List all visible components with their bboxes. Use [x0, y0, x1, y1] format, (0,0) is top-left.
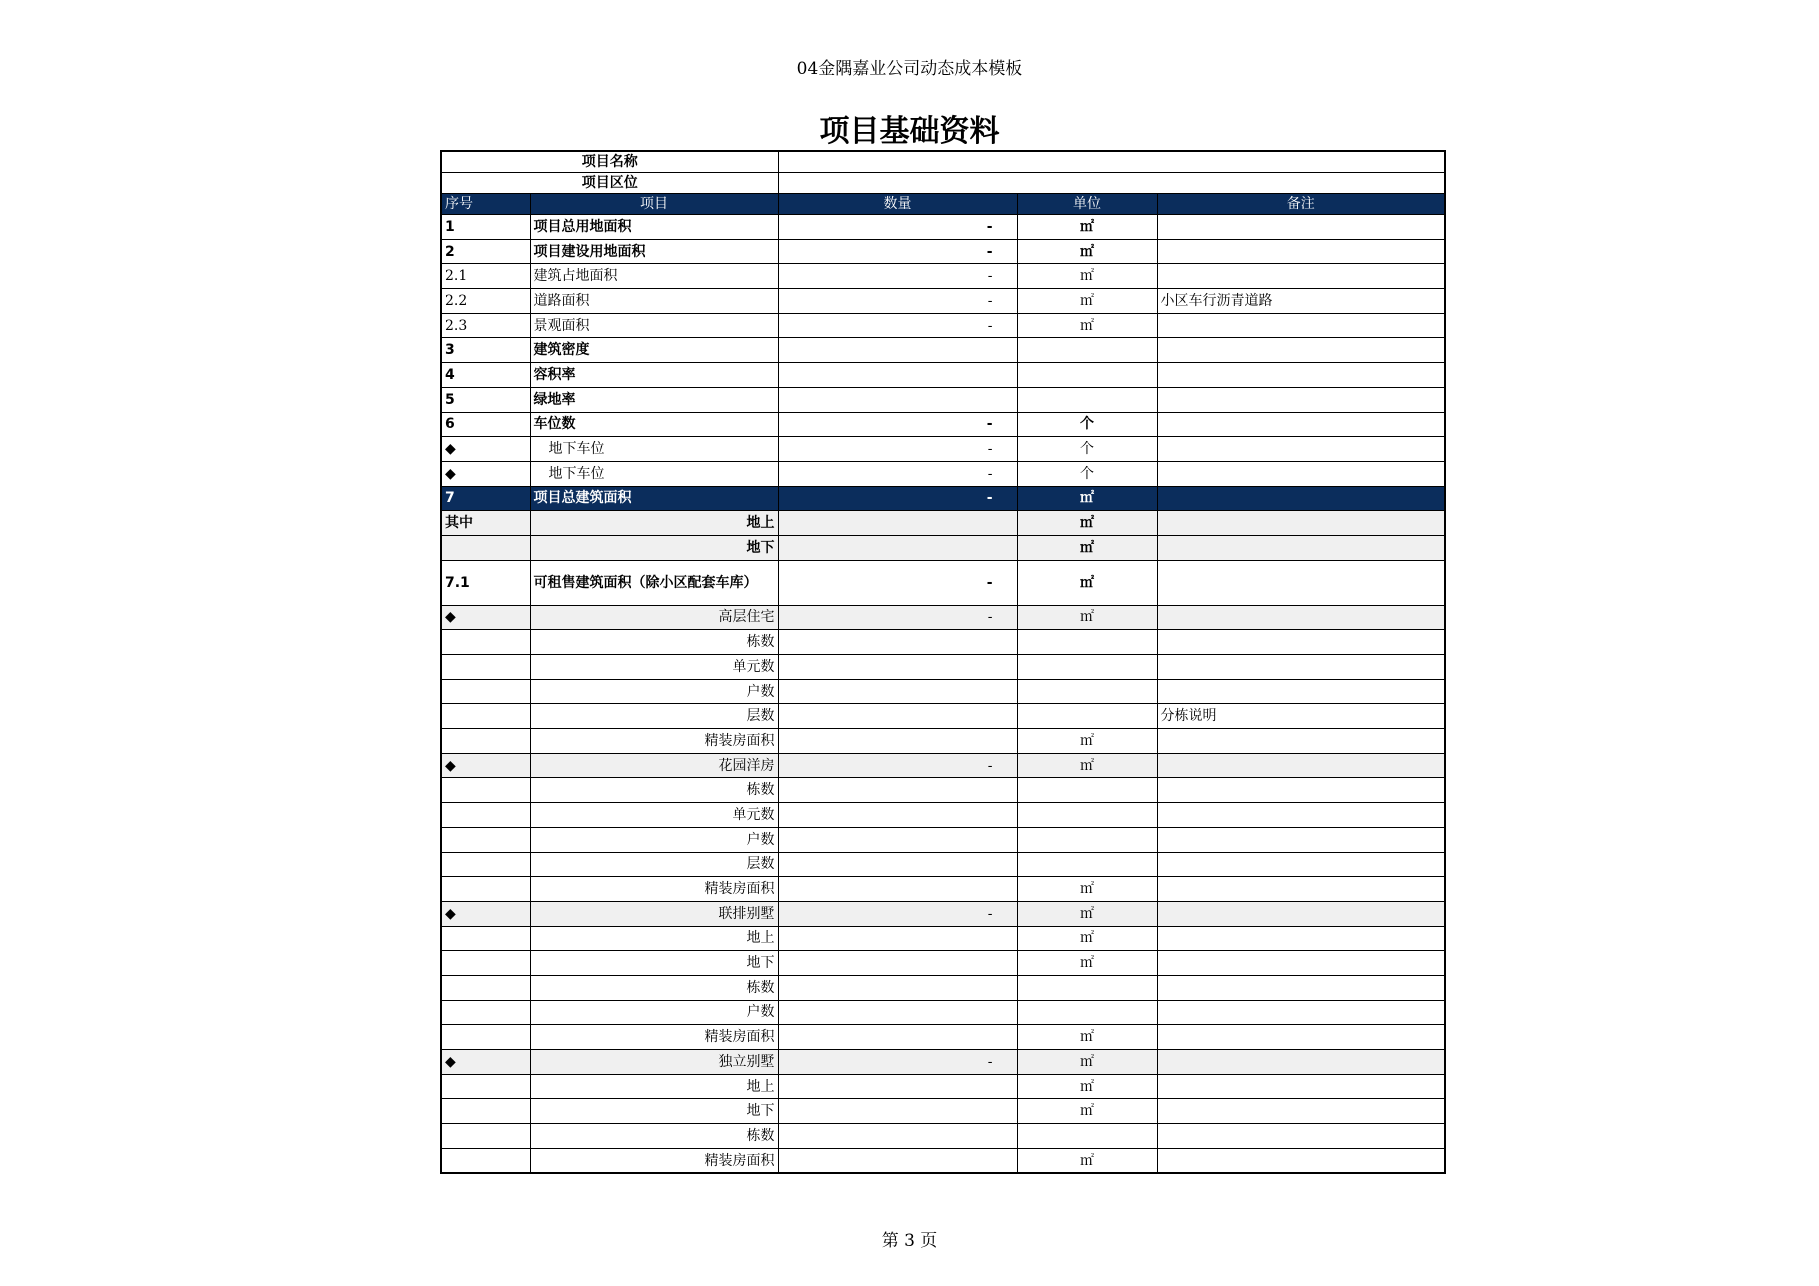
info-label: 项目名称	[441, 151, 778, 173]
cell-note[interactable]	[1157, 437, 1445, 462]
info-value[interactable]	[778, 173, 1445, 194]
table-row	[441, 486, 1445, 511]
table-row	[441, 852, 1445, 877]
cell-quantity[interactable]: -	[778, 215, 1017, 240]
cell-no[interactable]	[441, 1000, 530, 1025]
cell-unit[interactable]	[1017, 655, 1157, 680]
cell-unit[interactable]: ㎡	[1017, 1148, 1157, 1173]
table-row	[441, 951, 1445, 976]
cell-quantity[interactable]	[778, 511, 1017, 536]
cell-unit[interactable]: 个	[1017, 461, 1157, 486]
cell-unit[interactable]: 个	[1017, 437, 1157, 462]
cell-unit[interactable]: ㎡	[1017, 264, 1157, 289]
table-row	[441, 363, 1445, 388]
cell-note[interactable]	[1157, 951, 1445, 976]
cell-unit[interactable]: 个	[1017, 412, 1157, 437]
cell-note[interactable]	[1157, 1124, 1445, 1149]
cell-item[interactable]: 车位数	[530, 412, 778, 437]
cell-unit[interactable]	[1017, 803, 1157, 828]
cell-quantity[interactable]	[778, 655, 1017, 680]
cell-unit[interactable]: ㎡	[1017, 511, 1157, 536]
cell-quantity[interactable]	[778, 926, 1017, 951]
cell-no[interactable]: 7	[441, 486, 530, 511]
table-row	[441, 412, 1445, 437]
cell-no[interactable]: ◆	[441, 437, 530, 462]
cell-note[interactable]	[1157, 215, 1445, 240]
table-row	[441, 877, 1445, 902]
cell-item[interactable]: 单元数	[530, 655, 778, 680]
cell-quantity[interactable]	[778, 363, 1017, 388]
cell-item[interactable]: 可租售建筑面积（除小区配套车库）	[530, 560, 778, 605]
cell-no[interactable]	[441, 1025, 530, 1050]
cell-note[interactable]	[1157, 901, 1445, 926]
cell-no[interactable]	[441, 1124, 530, 1149]
cell-item[interactable]: 栋数	[530, 778, 778, 803]
cell-no[interactable]	[441, 877, 530, 902]
cell-unit[interactable]: ㎡	[1017, 926, 1157, 951]
cell-no[interactable]: ◆	[441, 901, 530, 926]
cell-unit[interactable]	[1017, 387, 1157, 412]
cell-note[interactable]	[1157, 486, 1445, 511]
cell-quantity[interactable]	[778, 1124, 1017, 1149]
cell-quantity[interactable]: -	[778, 560, 1017, 605]
cell-quantity[interactable]	[778, 679, 1017, 704]
cell-unit[interactable]: ㎡	[1017, 605, 1157, 630]
cell-unit[interactable]: ㎡	[1017, 877, 1157, 902]
cell-unit[interactable]: ㎡	[1017, 313, 1157, 338]
cell-no[interactable]: 7.1	[441, 560, 530, 605]
cell-unit[interactable]	[1017, 1124, 1157, 1149]
cell-item[interactable]: 景观面积	[530, 313, 778, 338]
cell-unit[interactable]	[1017, 852, 1157, 877]
table-row	[441, 753, 1445, 778]
cell-unit[interactable]: ㎡	[1017, 1074, 1157, 1099]
column-header-note: 备注	[1157, 194, 1445, 215]
cell-item[interactable]: 户数	[530, 1000, 778, 1025]
cell-quantity[interactable]	[778, 778, 1017, 803]
info-row-project-location	[441, 173, 1445, 194]
running-header: 04金隅嘉业公司动态成本模板	[796, 59, 1023, 79]
cell-item[interactable]: 层数	[530, 704, 778, 729]
cell-note[interactable]	[1157, 753, 1445, 778]
cell-note[interactable]	[1157, 338, 1445, 363]
cell-quantity[interactable]: -	[778, 264, 1017, 289]
sheet-title: 项目基础资料	[819, 114, 1000, 149]
cell-no[interactable]	[441, 1148, 530, 1173]
cell-no[interactable]: 1	[441, 215, 530, 240]
table-row	[441, 1124, 1445, 1149]
column-header-quantity: 数量	[778, 194, 1017, 215]
cell-no[interactable]: 2	[441, 239, 530, 264]
table-row	[441, 729, 1445, 754]
table-row	[441, 511, 1445, 536]
cell-no[interactable]	[441, 926, 530, 951]
cell-no[interactable]: ◆	[441, 753, 530, 778]
cell-no[interactable]	[441, 630, 530, 655]
cell-quantity[interactable]: -	[778, 901, 1017, 926]
cell-item[interactable]: 道路面积	[530, 289, 778, 314]
cell-quantity[interactable]	[778, 1148, 1017, 1173]
cell-item[interactable]: 建筑占地面积	[530, 264, 778, 289]
cell-no[interactable]: 2.3	[441, 313, 530, 338]
table-row	[441, 1050, 1445, 1075]
table-row	[441, 827, 1445, 852]
cell-item[interactable]: 栋数	[530, 975, 778, 1000]
table-row	[441, 1074, 1445, 1099]
cell-unit[interactable]: ㎡	[1017, 215, 1157, 240]
table-row	[441, 655, 1445, 680]
cell-item[interactable]: 绿地率	[530, 387, 778, 412]
cell-unit[interactable]: ㎡	[1017, 901, 1157, 926]
cell-note[interactable]	[1157, 461, 1445, 486]
cell-item[interactable]: 层数	[530, 852, 778, 877]
table-row	[441, 926, 1445, 951]
table-row	[441, 1000, 1445, 1025]
table-row	[441, 975, 1445, 1000]
cell-note[interactable]: 小区车行沥青道路	[1157, 289, 1445, 314]
cell-note[interactable]	[1157, 264, 1445, 289]
table-row	[441, 560, 1445, 605]
table-row	[441, 1099, 1445, 1124]
cell-no[interactable]	[441, 655, 530, 680]
cell-quantity[interactable]	[778, 729, 1017, 754]
cell-item[interactable]: 户数	[530, 827, 778, 852]
cell-quantity[interactable]: -	[778, 1050, 1017, 1075]
cell-unit[interactable]: ㎡	[1017, 289, 1157, 314]
cell-item[interactable]: 精装房面积	[530, 729, 778, 754]
cell-no[interactable]: 6	[441, 412, 530, 437]
cell-quantity[interactable]: -	[778, 461, 1017, 486]
cell-no[interactable]: ◆	[441, 461, 530, 486]
cell-note[interactable]	[1157, 803, 1445, 828]
cell-item[interactable]: 精装房面积	[530, 877, 778, 902]
cell-quantity[interactable]	[778, 630, 1017, 655]
cell-no[interactable]: ◆	[441, 605, 530, 630]
cell-note[interactable]: 分栋说明	[1157, 704, 1445, 729]
cell-quantity[interactable]	[778, 827, 1017, 852]
table-row	[441, 778, 1445, 803]
cell-no[interactable]	[441, 704, 530, 729]
cell-no[interactable]: 3	[441, 338, 530, 363]
cell-no[interactable]	[441, 778, 530, 803]
cell-note[interactable]	[1157, 778, 1445, 803]
project-basic-data-table	[440, 150, 1446, 1174]
cell-unit[interactable]: ㎡	[1017, 486, 1157, 511]
cell-no[interactable]	[441, 951, 530, 976]
cell-item[interactable]: 单元数	[530, 803, 778, 828]
cell-quantity[interactable]	[778, 535, 1017, 560]
cell-item[interactable]: 地下	[530, 1099, 778, 1124]
cell-unit[interactable]: ㎡	[1017, 729, 1157, 754]
cell-no[interactable]	[441, 679, 530, 704]
cell-unit[interactable]: ㎡	[1017, 1099, 1157, 1124]
cell-no[interactable]	[441, 535, 530, 560]
cell-note[interactable]	[1157, 412, 1445, 437]
cell-unit[interactable]: ㎡	[1017, 1050, 1157, 1075]
table-row	[441, 535, 1445, 560]
cell-item[interactable]: 地下	[530, 535, 778, 560]
cell-quantity[interactable]	[778, 1074, 1017, 1099]
table-row	[441, 461, 1445, 486]
cell-note[interactable]	[1157, 605, 1445, 630]
table-row	[441, 264, 1445, 289]
cell-no[interactable]: 2.2	[441, 289, 530, 314]
cell-note[interactable]	[1157, 1099, 1445, 1124]
cell-no[interactable]	[441, 1074, 530, 1099]
table-row	[441, 605, 1445, 630]
cell-unit[interactable]	[1017, 630, 1157, 655]
cell-note[interactable]	[1157, 1050, 1445, 1075]
cell-unit[interactable]: ㎡	[1017, 951, 1157, 976]
cell-quantity[interactable]	[778, 387, 1017, 412]
cell-note[interactable]	[1157, 827, 1445, 852]
cell-note[interactable]	[1157, 239, 1445, 264]
table-row	[441, 289, 1445, 314]
column-header-no: 序号	[441, 194, 530, 215]
cell-no[interactable]: 4	[441, 363, 530, 388]
table-row	[441, 239, 1445, 264]
table-row	[441, 1148, 1445, 1173]
cell-no[interactable]: ◆	[441, 1050, 530, 1075]
table-header-row	[441, 194, 1445, 215]
cell-note[interactable]	[1157, 975, 1445, 1000]
cell-item[interactable]: 地下	[530, 951, 778, 976]
cell-quantity[interactable]: -	[778, 289, 1017, 314]
cell-item[interactable]: 容积率	[530, 363, 778, 388]
cell-quantity[interactable]	[778, 803, 1017, 828]
cell-item[interactable]: 独立别墅	[530, 1050, 778, 1075]
cell-item[interactable]: 地上	[530, 926, 778, 951]
cell-no[interactable]: 其中	[441, 511, 530, 536]
cell-unit[interactable]: ㎡	[1017, 239, 1157, 264]
cell-item[interactable]: 地下车位	[530, 437, 778, 462]
cell-quantity[interactable]: -	[778, 753, 1017, 778]
table-row	[441, 704, 1445, 729]
info-label: 项目区位	[441, 173, 778, 194]
cell-note[interactable]	[1157, 852, 1445, 877]
cell-quantity[interactable]	[778, 1099, 1017, 1124]
cell-quantity[interactable]: -	[778, 412, 1017, 437]
cell-note[interactable]	[1157, 729, 1445, 754]
column-header-unit: 单位	[1017, 194, 1157, 215]
cell-note[interactable]	[1157, 1074, 1445, 1099]
cell-unit[interactable]: ㎡	[1017, 1025, 1157, 1050]
cell-unit[interactable]	[1017, 778, 1157, 803]
table-row	[441, 630, 1445, 655]
cell-no[interactable]	[441, 1099, 530, 1124]
cell-item[interactable]: 项目建设用地面积	[530, 239, 778, 264]
cell-item[interactable]: 项目总用地面积	[530, 215, 778, 240]
cell-quantity[interactable]	[778, 975, 1017, 1000]
cell-item[interactable]: 地下车位	[530, 461, 778, 486]
cell-note[interactable]	[1157, 877, 1445, 902]
cell-note[interactable]	[1157, 511, 1445, 536]
cell-quantity[interactable]	[778, 1000, 1017, 1025]
cell-item[interactable]: 地上	[530, 1074, 778, 1099]
cell-quantity[interactable]	[778, 852, 1017, 877]
cell-item[interactable]: 栋数	[530, 630, 778, 655]
table-row	[441, 387, 1445, 412]
cell-item[interactable]: 精装房面积	[530, 1148, 778, 1173]
cell-note[interactable]	[1157, 679, 1445, 704]
cell-unit[interactable]	[1017, 975, 1157, 1000]
cell-unit[interactable]	[1017, 827, 1157, 852]
cell-note[interactable]	[1157, 1025, 1445, 1050]
cell-note[interactable]	[1157, 1000, 1445, 1025]
cell-item[interactable]: 联排别墅	[530, 901, 778, 926]
table-row	[441, 215, 1445, 240]
cell-quantity[interactable]: -	[778, 313, 1017, 338]
column-header-item: 项目	[530, 194, 778, 215]
cell-quantity[interactable]: -	[778, 437, 1017, 462]
table-row	[441, 901, 1445, 926]
cell-note[interactable]	[1157, 363, 1445, 388]
cell-no[interactable]	[441, 852, 530, 877]
cell-note[interactable]	[1157, 1148, 1445, 1173]
cell-unit[interactable]	[1017, 704, 1157, 729]
cell-quantity[interactable]	[778, 951, 1017, 976]
cell-quantity[interactable]	[778, 338, 1017, 363]
cell-no[interactable]	[441, 975, 530, 1000]
page-number: 第 3 页	[881, 1231, 938, 1251]
cell-no[interactable]: 5	[441, 387, 530, 412]
cell-quantity[interactable]: -	[778, 605, 1017, 630]
cell-item[interactable]: 栋数	[530, 1124, 778, 1149]
cell-quantity[interactable]	[778, 1025, 1017, 1050]
cell-quantity[interactable]	[778, 877, 1017, 902]
cell-no[interactable]	[441, 729, 530, 754]
cell-item[interactable]: 精装房面积	[530, 1025, 778, 1050]
info-value[interactable]	[778, 151, 1445, 173]
table-row	[441, 338, 1445, 363]
table-row	[441, 1025, 1445, 1050]
cell-item[interactable]: 花园洋房	[530, 753, 778, 778]
cell-no[interactable]	[441, 827, 530, 852]
cell-note[interactable]	[1157, 387, 1445, 412]
cell-unit[interactable]	[1017, 363, 1157, 388]
cell-note[interactable]	[1157, 630, 1445, 655]
cell-unit[interactable]: ㎡	[1017, 753, 1157, 778]
cell-unit[interactable]	[1017, 679, 1157, 704]
cell-item[interactable]: 户数	[530, 679, 778, 704]
cell-note[interactable]	[1157, 926, 1445, 951]
cell-quantity[interactable]	[778, 704, 1017, 729]
cell-no[interactable]	[441, 803, 530, 828]
cell-note[interactable]	[1157, 313, 1445, 338]
cell-no[interactable]: 2.1	[441, 264, 530, 289]
table-row	[441, 313, 1445, 338]
cell-item[interactable]: 项目总建筑面积	[530, 486, 778, 511]
cell-note[interactable]	[1157, 655, 1445, 680]
cell-item[interactable]: 地上	[530, 511, 778, 536]
table-row	[441, 803, 1445, 828]
cell-quantity[interactable]: -	[778, 486, 1017, 511]
cell-item[interactable]: 建筑密度	[530, 338, 778, 363]
table-row	[441, 679, 1445, 704]
cell-unit[interactable]: ㎡	[1017, 560, 1157, 605]
cell-unit[interactable]	[1017, 338, 1157, 363]
cell-note[interactable]	[1157, 560, 1445, 605]
cell-quantity[interactable]: -	[778, 239, 1017, 264]
cell-note[interactable]	[1157, 535, 1445, 560]
cell-unit[interactable]: ㎡	[1017, 535, 1157, 560]
info-row-project-name	[441, 151, 1445, 173]
table-row	[441, 437, 1445, 462]
cell-unit[interactable]	[1017, 1000, 1157, 1025]
cell-item[interactable]: 高层住宅	[530, 605, 778, 630]
